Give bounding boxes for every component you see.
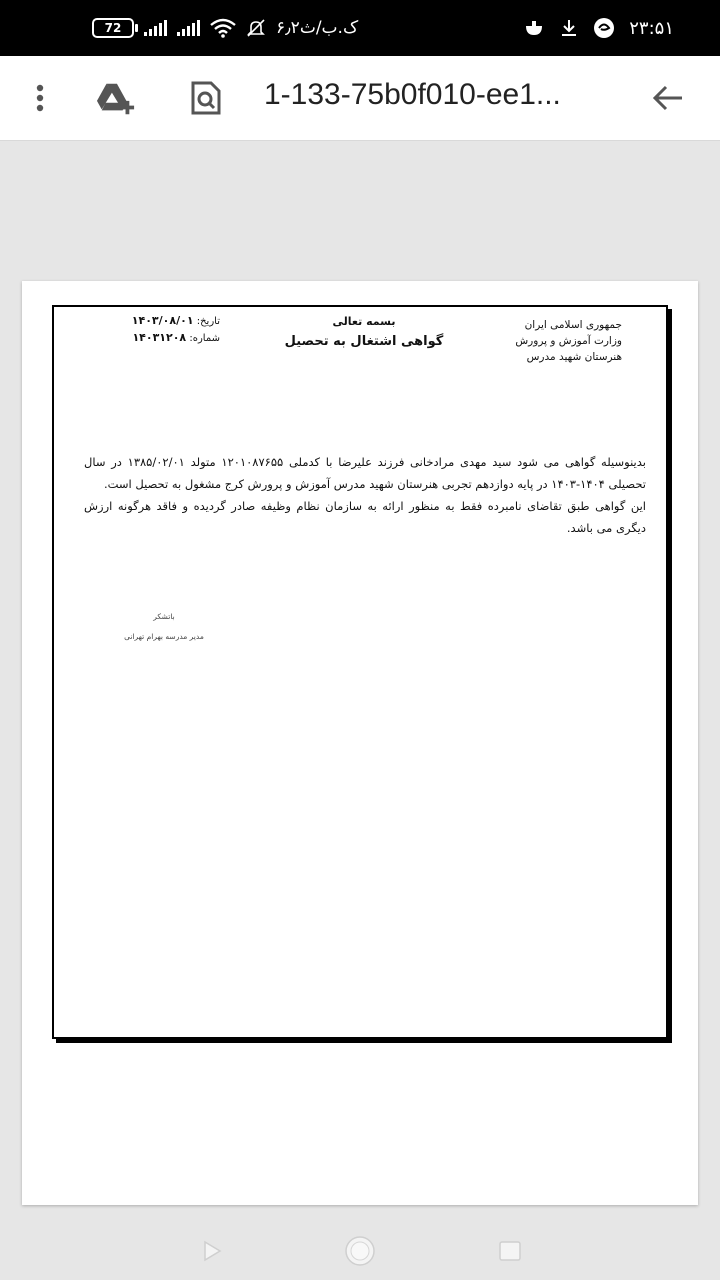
issuer-line: هنرستان شهید مدرس [526,351,622,363]
date-value: ۱۴۰۳/۰۸/۰۱ [131,314,194,327]
signature-name: مدیر مدرسه بهرام تهرانی [124,632,204,641]
issuer-block [515,317,622,365]
title-block [254,315,474,349]
app-bar [0,56,720,141]
clock: ۲۳:۵۱ [629,17,674,39]
find-in-page-button[interactable] [186,78,226,118]
nav-recents-icon [498,1240,522,1262]
nav-home-icon [343,1234,377,1268]
nav-back-icon [202,1240,222,1262]
document-viewer[interactable] [0,141,720,1221]
document-page[interactable] [22,281,698,1205]
navigation-bar [0,1221,720,1280]
certificate-title: گواهی اشتغال به تحصیل [284,334,444,349]
status-bar [0,0,720,56]
certificate-frame [52,305,668,1039]
nav-recents-button[interactable] [490,1231,530,1271]
body-paragraph: این گواهی طبق تقاضای نامبرده فقط به منظور ارائه به سازمان نظام وظیفه صادر گردیده و فاقد هرگونه ارزش دیگری می باشد. [84,499,646,535]
number-label: شماره: [189,333,220,344]
wifi-icon [210,18,236,38]
arrow-back-icon [652,85,684,111]
battery-level: 72 [104,21,122,35]
data-speed: ۶٫۲ک.ب/ث [276,18,359,38]
date-number-block [100,313,220,347]
nav-home-button[interactable] [340,1231,380,1271]
issuer-line: وزارت آموزش و پرورش [515,335,622,347]
add-to-drive-button[interactable] [96,78,136,118]
tethering-icon [523,18,545,38]
document-title: 1-133-75b0f010-ee1... [264,78,561,111]
find-in-page-icon [190,81,222,115]
more-vert-icon [35,84,45,112]
add-to-drive-icon [96,81,136,115]
app-icon [593,17,615,39]
back-button[interactable] [648,78,688,118]
bismillah: بسمه تعالی [332,315,396,328]
nav-back-button[interactable] [192,1231,232,1271]
more-options-button[interactable] [20,78,60,118]
date-label: تاریخ: [196,316,220,327]
signature-thanks: باتشکر [153,612,175,621]
signal-icon [177,20,200,36]
signature-block [104,607,224,647]
mute-icon [246,18,266,38]
issuer-line: جمهوری اسلامی ایران [524,319,622,331]
battery-icon [92,18,134,38]
signal-icon [144,20,167,36]
number-value: ۱۴۰۳۱۲۰۸ [132,331,187,344]
certificate-body [84,451,646,539]
body-paragraph: بدینوسیله گواهی می شود سید مهدی مرادخانی فرزند علیرضا با کدملی ۱۲۰۱۰۸۷۶۵۵ متولد ۱۳۸۵/۰۲/۰۱ در سال تحصیلی ۱۴۰۴-۱۴۰۳ در پایه دوازدهم تجربی هنرستان شهید مدرس آموزش و پرورش کرج مشغول به تحصیل است. [84,455,646,491]
download-icon [559,18,579,38]
